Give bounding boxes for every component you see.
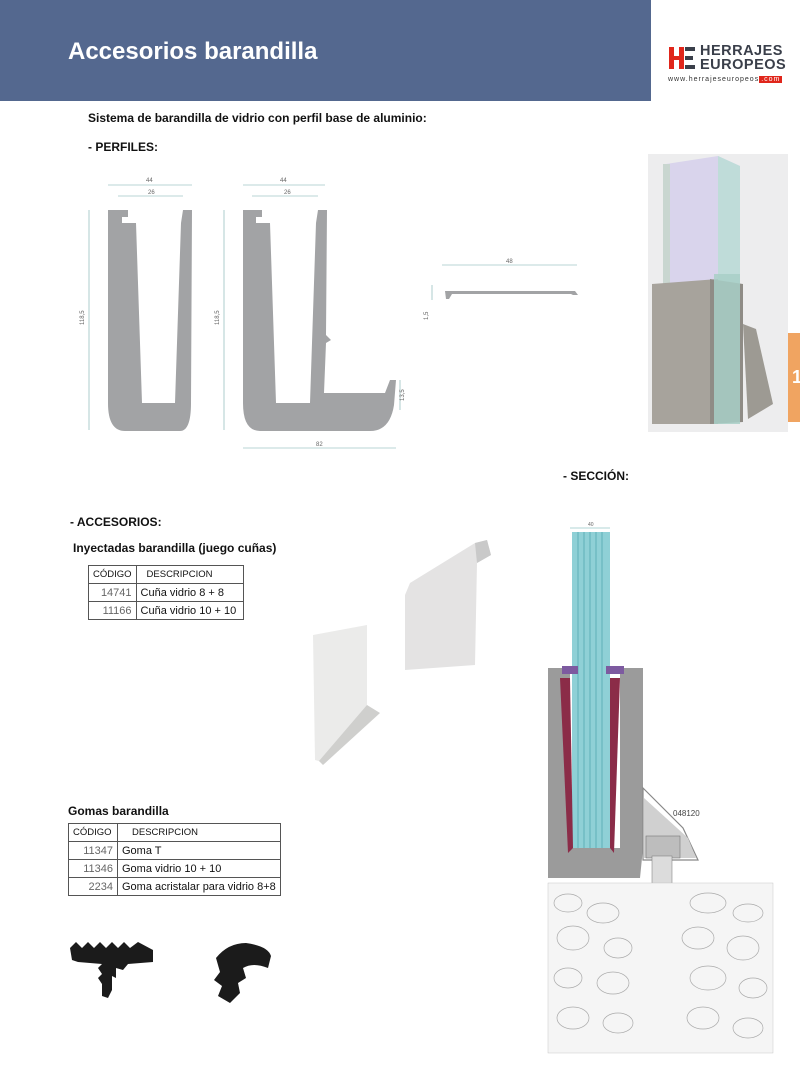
profile-photo xyxy=(648,154,788,432)
p2-foot: 13,5 xyxy=(400,389,406,401)
page-title: Accesorios barandilla xyxy=(68,38,318,65)
logo-mark-icon xyxy=(668,44,696,72)
inyectadas-table xyxy=(88,565,244,620)
accesorios-heading: - ACCESORIOS: xyxy=(70,515,162,529)
p1-top-outer: 44 xyxy=(146,178,153,184)
p2-top-inner: 26 xyxy=(284,190,291,196)
section-tab: 1 xyxy=(786,333,800,422)
logo-url: www.herrajeseuropeos .com xyxy=(668,76,781,83)
p1-height: 118,5 xyxy=(80,310,86,325)
col-descripcion: DESCRIPCION xyxy=(118,824,281,842)
inyectadas-title: Inyectadas barandilla (juego cuñas) xyxy=(73,541,277,555)
section-code: 048120 xyxy=(673,809,700,818)
table-row: 14741 Cuña vidrio 8 + 8 xyxy=(89,584,244,602)
section-drawing xyxy=(548,518,773,1053)
table-row: 11166 Cuña vidrio 10 + 10 xyxy=(89,602,244,620)
gomas-title: Gomas barandilla xyxy=(68,804,169,818)
header-banner xyxy=(0,0,651,101)
perfiles-heading: - PERFILES: xyxy=(88,140,159,154)
p2-height: 118,5 xyxy=(215,310,221,325)
intro-text: Sistema de barandilla de vidrio con perfil base de aluminio: xyxy=(88,111,427,125)
col-codigo: CÓDIGO xyxy=(89,566,137,584)
company-logo xyxy=(668,42,793,88)
p2-top-outer: 44 xyxy=(280,178,287,184)
logo-line1: HERRAJES xyxy=(700,43,783,59)
gomas-table xyxy=(68,823,281,896)
gomas-photo xyxy=(68,938,278,1008)
table-row: 2234 Goma acristalar para vidrio 8+8 xyxy=(69,878,281,896)
section-top: 40 xyxy=(588,522,594,528)
logo-line2: EUROPEOS xyxy=(700,57,787,73)
p2-base: 82 xyxy=(316,442,323,448)
p3-thick: 1,5 xyxy=(424,311,430,320)
table-row: 11346 Goma vidrio 10 + 10 xyxy=(69,860,281,878)
col-descripcion: DESCRIPCION xyxy=(136,566,243,584)
p3-width: 48 xyxy=(506,259,513,265)
profiles-drawing xyxy=(80,165,600,465)
seccion-heading: - SECCIÓN: xyxy=(563,469,629,483)
col-codigo: CÓDIGO xyxy=(69,824,118,842)
table-row: 11347 Goma T xyxy=(69,842,281,860)
p1-top-inner: 26 xyxy=(148,190,155,196)
wedge-photo xyxy=(305,535,505,770)
